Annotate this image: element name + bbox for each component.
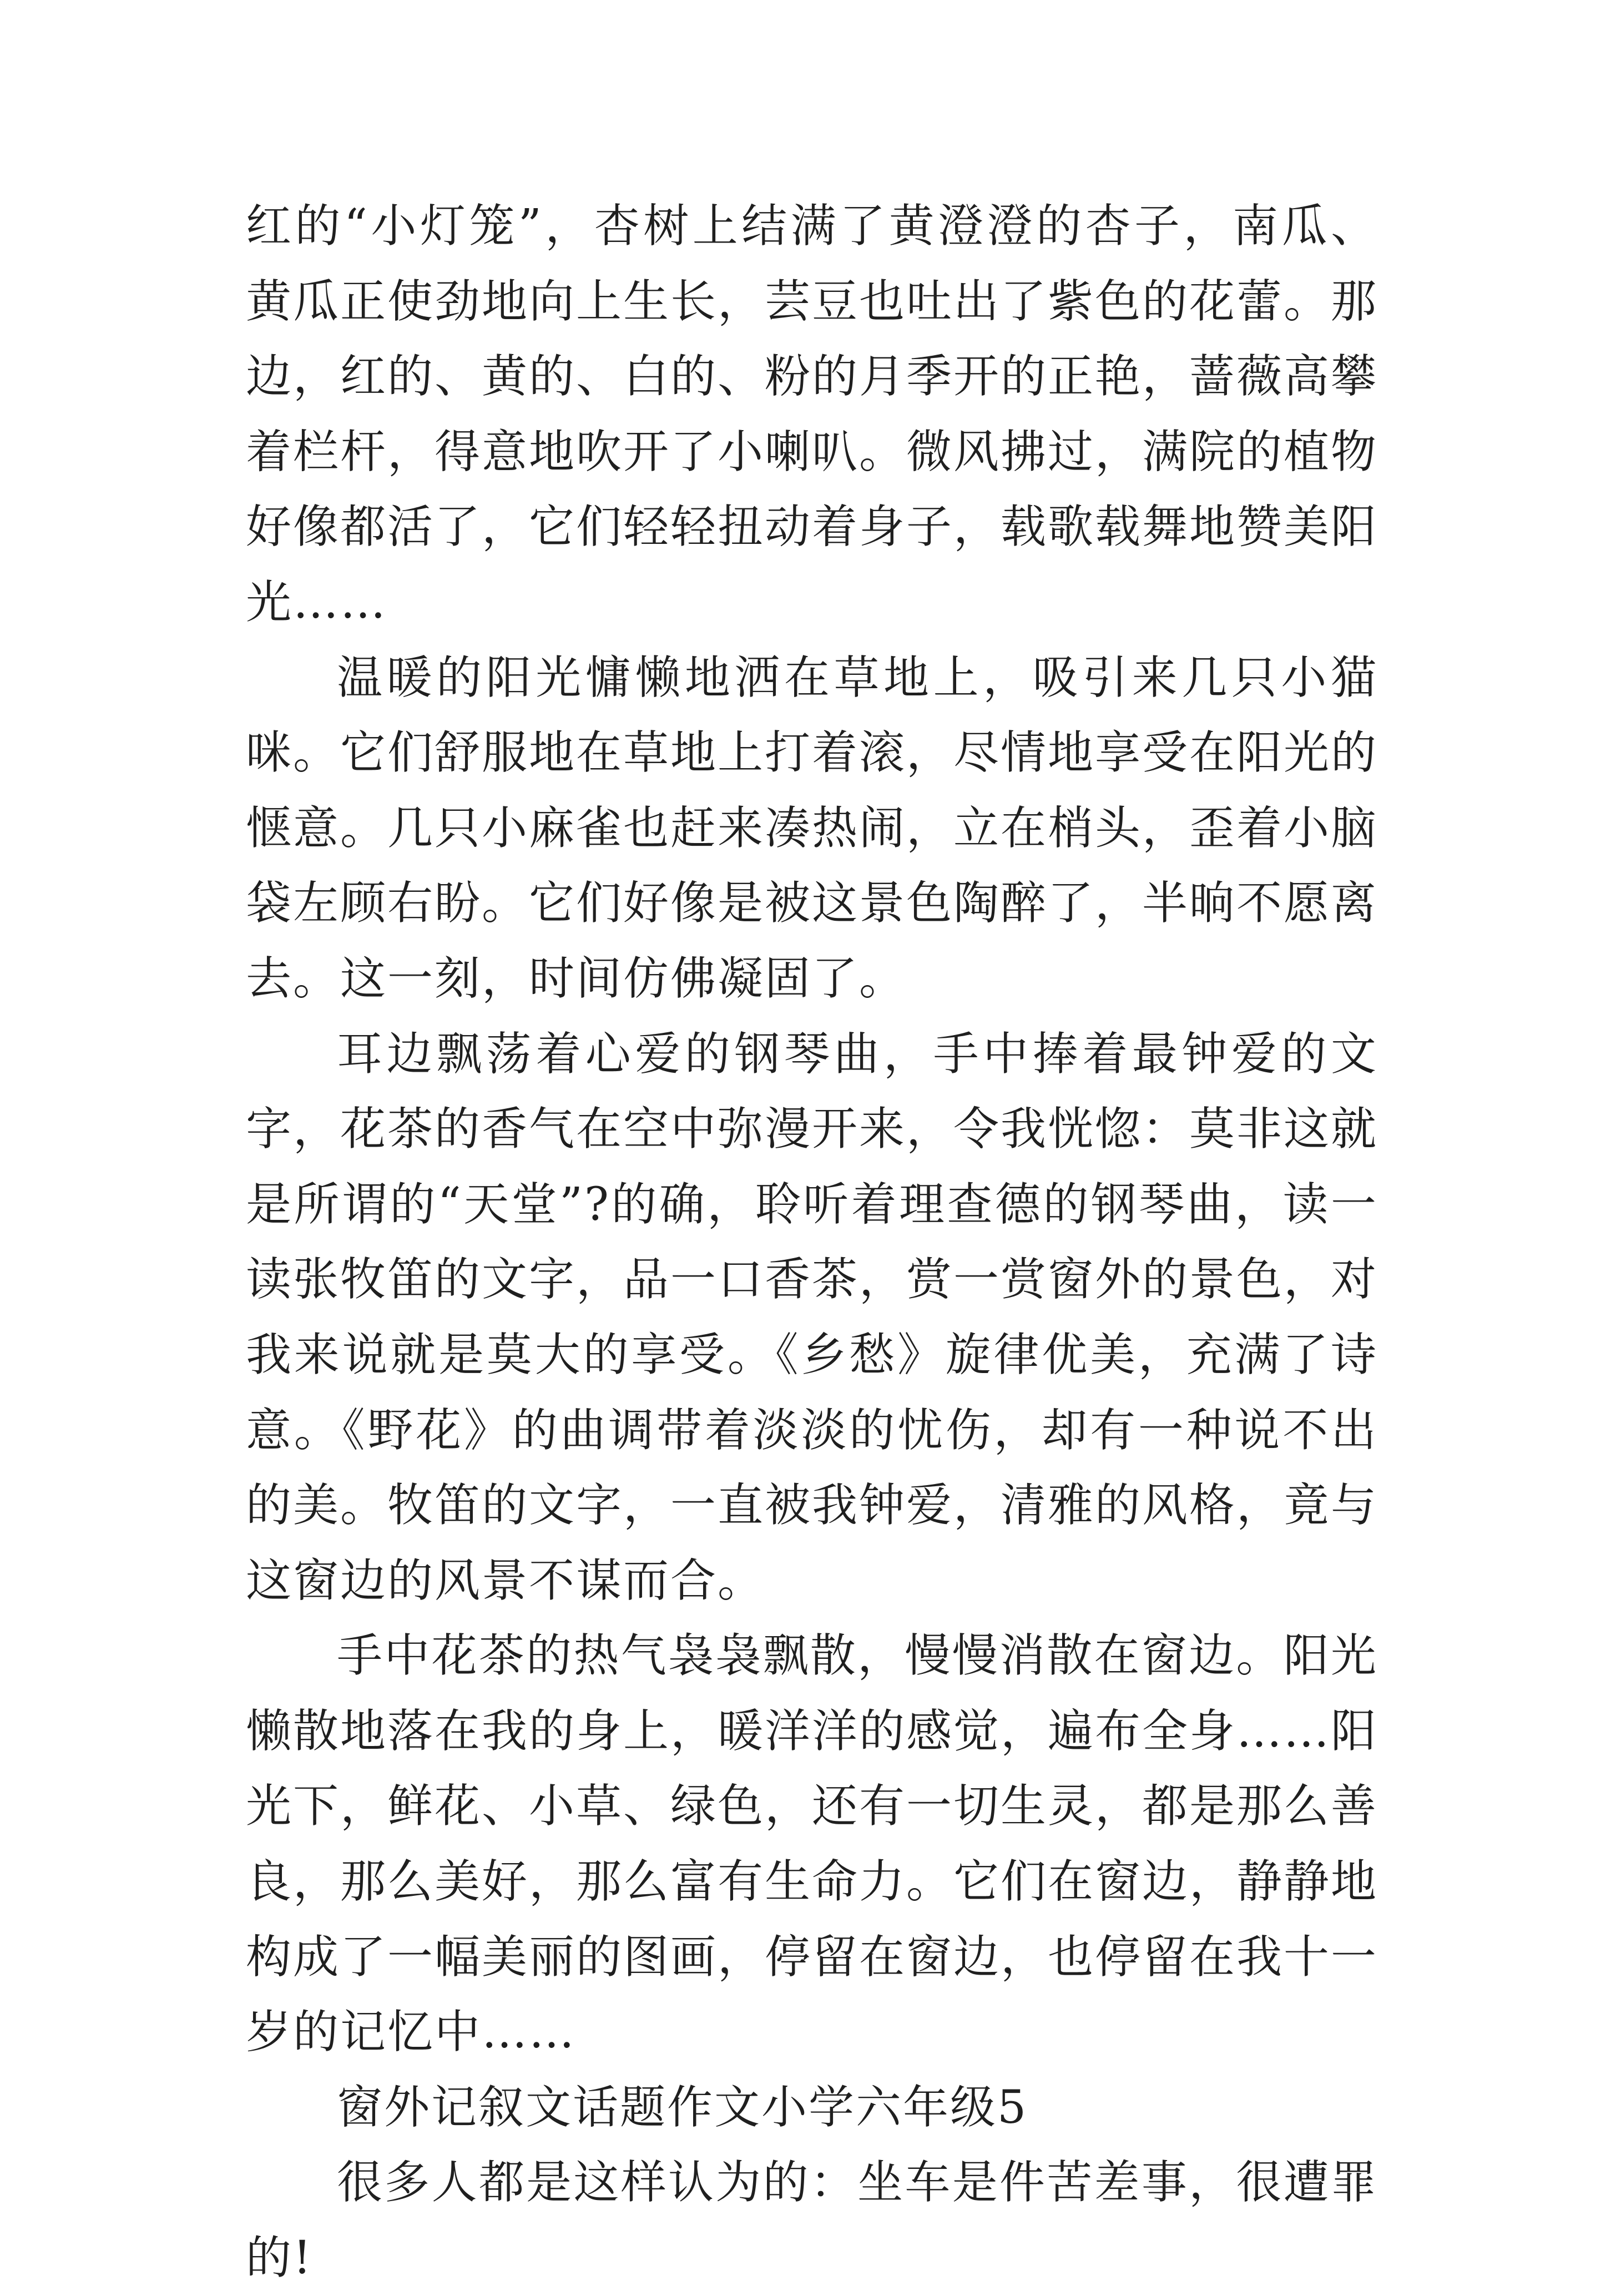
paragraph-sunlight-kittens: 温暖的阳光慵懒地洒在草地上，吸引来几只小猫咪。它们舒服地在草地上打着滚，尽情地享受在阳光的惬意。几只小麻雀也赶来凑热闹，立在梢头，歪着小脑袋左顾右盼。它们好像是被这景色陶醉了，半晌不愿离去。这一刻，时间仿佛凝固了。 xyxy=(246,651,1378,1005)
paragraph-piano-music: 耳边飘荡着心爱的钢琴曲，手中捧着最钟爱的文字，花茶的香气在空中弥漫开来，令我恍惚：莫非这就是所谓的“天堂”?的确，聆听着理查德的钢琴曲，读一读张牧笛的文字，品一口香茶，赏一赏窗外的景色，对我来说就是莫大的享受。《乡愁》旋律优美，充满了诗意。《野花》的曲调带着淡淡的忧伤，却有一种说不出的美。牧笛的文字，一直被我钟爱，清雅的风格，竟与这窗边的风景不谋而合。 xyxy=(246,1027,1378,1607)
paragraph-riding-bus: 很多人都是这样认为的：坐车是件苦差事，很遭罪的! xyxy=(246,2156,1378,2285)
essay-title: 窗外记叙文话题作文小学六年级5 xyxy=(337,2081,1028,2134)
paragraph-garden-plants: 红的“小灯笼”，杏树上结满了黄澄澄的杏子，南瓜、黄瓜正使劲地向上生长，芸豆也吐出了紫色的花蕾。那边，红的、黄的、白的、粉的月季开的正艳，蔷薇高攀着栏杆，得意地吹开了小喇叭。微风拂过，满院的植物好像都活了，它们轻轻扭动着身子，载歌载舞地赞美阳光…… xyxy=(246,200,1378,629)
paragraph-flower-tea: 手中花茶的热气袅袅飘散，慢慢消散在窗边。阳光懒散地落在我的身上，暖洋洋的感觉，遍布全身……阳光下，鲜花、小草、绿色，还有一切生灵，都是那么善良，那么美好，那么富有生命力。它们在窗边，静静地构成了一幅美丽的图画，停留在窗边，也停留在我十一岁的记忆中…… xyxy=(246,1629,1378,2059)
document-body xyxy=(246,189,1378,2296)
